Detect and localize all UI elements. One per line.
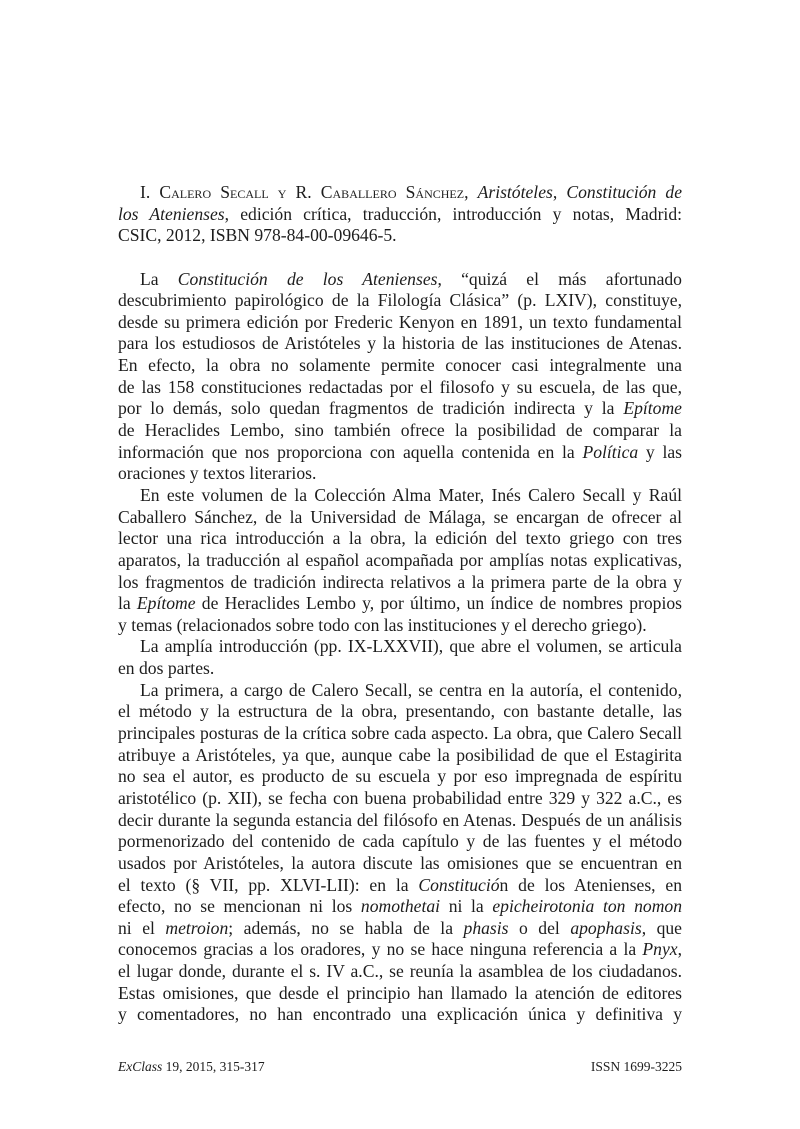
text-line: usados por Aristóteles, la autora discute las omisiones que se encuentran en <box>118 852 682 873</box>
text-line: En efecto, la obra no solamente permite conocer casi integralmente una <box>118 355 682 376</box>
review-page <box>118 182 682 1026</box>
text-line: el método y la estructura de la obra, presentando, con bastante detalle, las <box>118 701 682 722</box>
text-line: y comentadores, no han encontrado una explicación única y definitiva y <box>118 1004 682 1025</box>
text-line: La Constitución de los Atenienses, “quizá el más afortunado <box>140 268 682 289</box>
text-line: Caballero Sánchez, de la Universidad de Málaga, se encargan de ofrecer al <box>118 506 682 527</box>
book-citation <box>118 182 682 247</box>
text-line: en dos partes. <box>118 658 215 679</box>
citation-line: CSIC, 2012, ISBN 978-84-00-09646-5. <box>118 225 397 246</box>
page-footer <box>118 1059 682 1075</box>
citation-line: los Atenienses, edición crítica, traducción, introducción y notas, Madrid: <box>118 203 683 224</box>
paragraph-volume <box>118 485 682 636</box>
text-line: por lo demás, solo quedan fragmentos de tradición indirecta y la Epítome <box>118 398 682 419</box>
citation-line: I. Calero Secall y R. Caballero Sánchez, Aristóteles, Constitución de <box>140 182 683 202</box>
spacer <box>118 247 682 269</box>
journal-reference <box>118 1059 265 1075</box>
text-line: no sea el autor, es producto de su escuela y por eso impregnada de espíritu <box>118 766 682 787</box>
journal-name: ExClass <box>118 1059 163 1074</box>
journal-volume-pages: 19, 2015, 315-317 <box>162 1059 265 1074</box>
text-line: aparatos, la traducción al español acompañada por amplías notas explicativas, <box>118 549 682 570</box>
text-line: La amplía introducción (pp. IX-LXXVII), que abre el volumen, se articula <box>140 636 682 657</box>
text-line: lector una rica introducción a la obra, la edición del texto griego con tres <box>118 528 682 549</box>
text-line: para los estudiosos de Aristóteles y la historia de las instituciones de Atenas. <box>118 333 682 354</box>
text-line: descubrimiento papirológico de la Filología Clásica” (p. LXIV), constituye, <box>118 290 682 311</box>
text-line: información que nos proporciona con aquella contenida en la Política y las <box>118 441 683 462</box>
text-line: el lugar donde, durante el s. IV a.C., se reunía la asamblea de los ciudadanos. <box>118 961 682 982</box>
text-line: decir durante la segunda estancia del filósofo en Atenas. Después de un análisis <box>118 809 682 830</box>
text-line: desde su primera edición por Frederic Kenyon en 1891, un texto fundamental <box>118 311 682 332</box>
text-line: En este volumen de la Colección Alma Mater, Inés Calero Secall y Raúl <box>140 484 682 505</box>
text-line: de Heraclides Lembo, sino también ofrece la posibilidad de comparar la <box>118 420 682 441</box>
text-line: de las 158 constituciones redactadas por el filosofo y su escuela, de las que, <box>118 376 682 397</box>
text-line: los fragmentos de tradición indirecta relativos a la primera parte de la obra y <box>118 571 682 592</box>
paragraph-intro <box>118 269 682 485</box>
text-line: ni el metroion; además, no se habla de la phasis o del apophasis, que <box>118 917 682 938</box>
text-line: efecto, no se mencionan ni los nomothetai ni la epicheirotonia ton nomon <box>118 896 682 917</box>
text-line: pormenorizado del contenido de cada capítulo y de las fuentes y el método <box>118 831 682 852</box>
text-line: el texto (§ VII, pp. XLVI-LII): en la Constitución de los Atenienses, en <box>118 874 682 895</box>
text-line: y temas (relacionados sobre todo con las instituciones y el derecho griego). <box>118 614 647 635</box>
paragraph-introduction-structure <box>118 636 682 679</box>
text-line: principales posturas de la crítica sobre cada aspecto. La obra, que Calero Secall <box>118 723 682 744</box>
text-line: aristotélico (p. XII), se fecha con buena probabilidad entre 329 y 322 a.C., es <box>118 787 682 808</box>
text-line: la Epítome de Heraclides Lembo y, por último, un índice de nombres propios <box>118 593 682 614</box>
issn: ISSN 1699-3225 <box>590 1059 682 1074</box>
text-line: Estas omisiones, que desde el principio han llamado la atención de editores <box>118 982 682 1003</box>
text-line: La primera, a cargo de Calero Secall, se centra en la autoría, el contenido, <box>140 679 682 700</box>
text-line: conocemos gracias a los oradores, y no se hace ninguna referencia a la Pnyx, <box>118 939 682 960</box>
text-line: oraciones y textos literarios. <box>118 463 317 484</box>
text-line: atribuye a Aristóteles, ya que, aunque cabe la posibilidad de que el Estagirita <box>118 744 682 765</box>
paragraph-first-part <box>118 680 682 1026</box>
